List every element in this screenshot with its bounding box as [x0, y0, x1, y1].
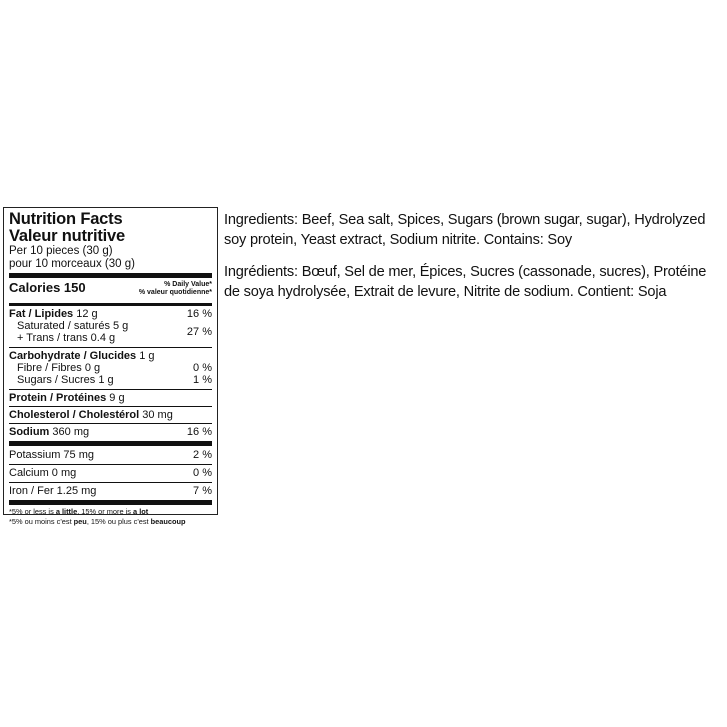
nutrition-facts-table — [3, 207, 218, 526]
nutrition-title-fr: Valeur nutritive — [9, 227, 126, 245]
fat-label: Fat / Lipides — [9, 308, 74, 320]
sat-trans-pct: 27 % — [186, 326, 212, 338]
serving-size-fr: pour 10 morceaux (30 g) — [9, 257, 135, 270]
cholesterol-label: Cholesterol / Cholestérol — [9, 409, 140, 421]
iron-pct: 7 % — [193, 485, 212, 497]
carb-label: Carbohydrate / Glucides — [9, 350, 137, 362]
protein-value: 9 g — [109, 392, 125, 404]
cholesterol-value: 30 mg — [142, 409, 173, 421]
carb-row — [9, 348, 212, 362]
daily-value-fr: % valeur quotidienne* — [138, 289, 212, 296]
footnote-en: *5% or less is a little, 15% or more is a lot — [9, 507, 149, 516]
fat-value: 12 g — [76, 308, 98, 320]
cholesterol-row — [9, 407, 212, 423]
calcium-pct: 0 % — [193, 467, 212, 479]
potassium-row — [9, 446, 212, 464]
ingredients-fr: Ingrédients: Bœuf, Sel de mer, Épices, Sucres (cassonade, sucres), Protéine de soya hydrolysée, Extrait de levure, Nitrite de sodium. Contient: Soja — [224, 264, 707, 300]
sodium-value: 360 mg — [52, 426, 90, 438]
potassium-text: Potassium 75 mg — [9, 449, 94, 461]
calcium-row — [9, 465, 212, 482]
protein-row — [9, 390, 212, 406]
sodium-pct: 16 % — [186, 426, 212, 438]
sodium-label: Sodium — [9, 426, 50, 438]
sodium-row — [9, 424, 212, 441]
saturated-text: Saturated / saturés 5 g — [17, 320, 129, 332]
daily-value-en: % Daily Value* — [164, 281, 212, 288]
sugars-text: Sugars / Sucres 1 g — [17, 374, 114, 386]
saturated-trans-row — [9, 320, 212, 347]
calories-label: Calories 150 — [9, 280, 86, 295]
fat-pct: 16 % — [186, 308, 212, 320]
footnote-fr: *5% ou moins c'est peu, 15% ou plus c'est beaucoup — [9, 517, 186, 526]
nutrition-title-en: Nutrition Facts — [9, 210, 123, 228]
daily-value-header — [139, 281, 212, 297]
iron-row — [9, 483, 212, 500]
ingredients-panel — [224, 210, 724, 302]
sugars-pct: 1 % — [193, 374, 212, 386]
iron-text: Iron / Fer 1.25 mg — [9, 485, 97, 497]
sugars-row — [9, 374, 212, 389]
fat-row — [9, 306, 212, 320]
fibre-text: Fibre / Fibres 0 g — [17, 362, 101, 374]
calories-row — [9, 278, 212, 303]
potassium-pct: 2 % — [193, 449, 212, 461]
serving-size-en: Per 10 pieces (30 g) — [9, 245, 113, 257]
carb-value: 1 g — [139, 350, 155, 362]
fibre-pct: 0 % — [193, 362, 212, 374]
protein-label: Protein / Protéines — [9, 392, 107, 404]
trans-text: + Trans / trans 0.4 g — [17, 332, 116, 344]
ingredients-en: Ingredients: Beef, Sea salt, Spices, Sugars (brown sugar, sugar), Hydrolyzed soy protein, Yeast extract, Sodium nitrite. Contains: Soy — [224, 212, 706, 248]
fibre-row — [9, 362, 212, 374]
footnote — [9, 505, 212, 527]
calcium-text: Calcium 0 mg — [9, 467, 77, 479]
